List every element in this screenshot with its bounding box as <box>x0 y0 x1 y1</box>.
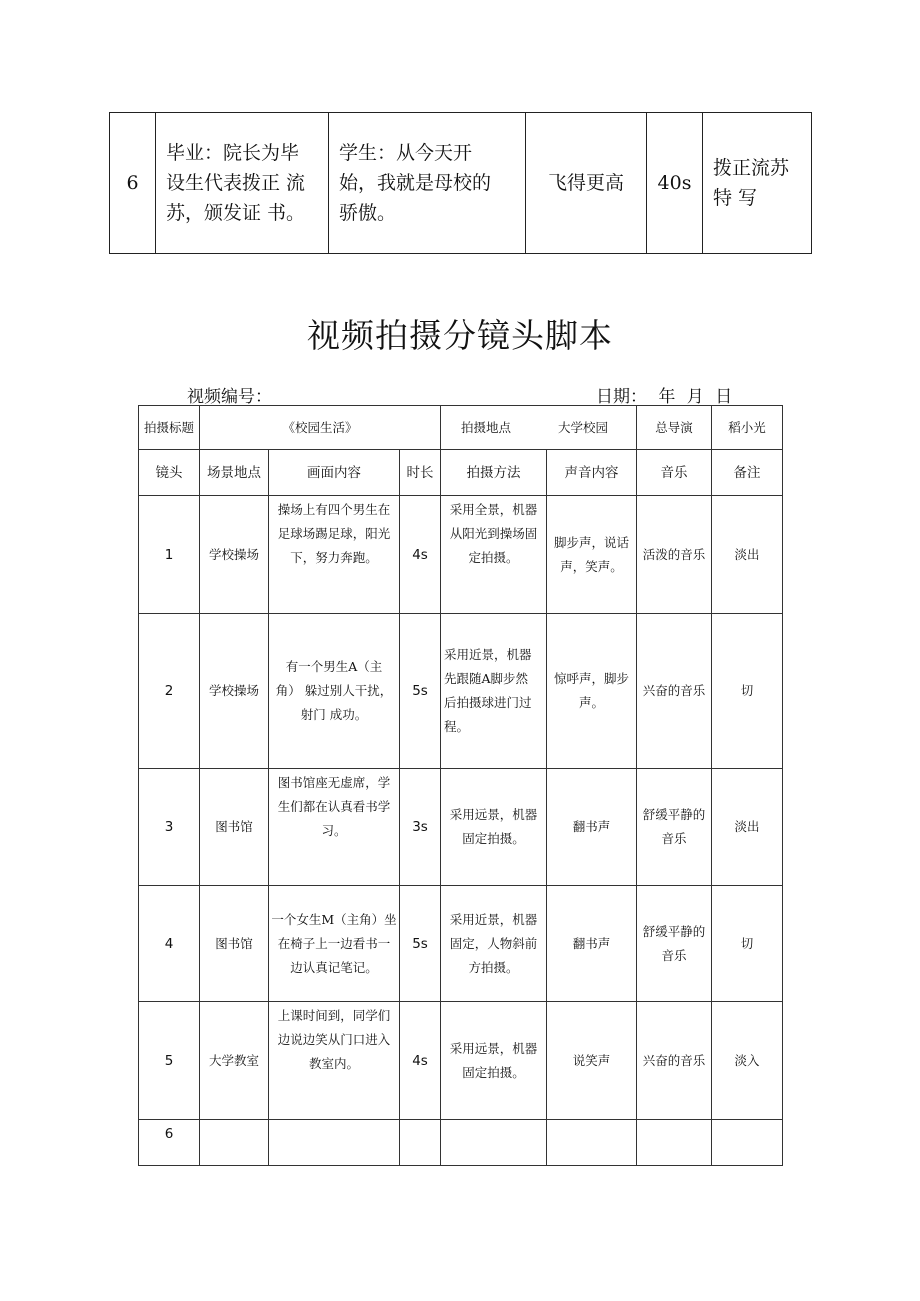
sound-cell <box>547 886 637 1002</box>
music-line: 兴奋的音乐 <box>642 1052 706 1068</box>
place-cell: 学校操场 <box>200 614 269 769</box>
shot-type <box>703 113 812 254</box>
content-line: 射门 成功。 <box>300 707 368 722</box>
content-line: 操场上有四个男生在 <box>277 502 391 517</box>
scene-line: 毕业：院长为毕 <box>166 142 300 164</box>
sound-cell <box>547 1002 637 1120</box>
content-line: 生们都在认真看书学 <box>277 799 391 814</box>
dialogue-line: 学生：从今天开 <box>339 142 473 164</box>
header-music: 音乐 <box>637 450 712 496</box>
content-cell <box>269 1002 400 1120</box>
note-cell: 淡入 <box>712 1002 783 1120</box>
previous-table <box>109 112 812 254</box>
header-shot: 镜头 <box>139 450 200 496</box>
content-line: 一个女生M（主角）坐 <box>271 911 397 927</box>
shot-cell: 6 <box>139 1120 200 1166</box>
date-label: 日期： 年 月 日 <box>596 387 733 407</box>
header-note: 备注 <box>712 450 783 496</box>
header-place: 场景地点 <box>200 450 269 496</box>
music-line: 舒缓平静的 <box>642 923 706 939</box>
shot-number: 6 <box>110 113 156 254</box>
music-line: 舒缓平静的 <box>642 807 706 822</box>
page-title: 视频拍摄分镜头脚本 <box>307 316 613 355</box>
duration-cell: 4s <box>400 1002 441 1120</box>
location-cell <box>441 406 637 450</box>
duration-cell <box>400 1120 441 1166</box>
sound-line: 翻书声 <box>572 819 611 834</box>
content-line: 下，努力奔跑。 <box>290 550 378 565</box>
table-row <box>110 113 812 254</box>
place-cell: 大学教室 <box>200 1002 269 1120</box>
duration-cell: 5s <box>400 614 441 769</box>
duration-cell: 5s <box>400 886 441 1002</box>
music: 飞得更高 <box>526 113 647 254</box>
sound-cell <box>547 769 637 886</box>
shot-cell: 1 <box>139 496 200 614</box>
sound-cell <box>547 1120 637 1166</box>
shot-cell: 5 <box>139 1002 200 1120</box>
music-line: 音乐 <box>661 947 687 963</box>
shot-cell: 4 <box>139 886 200 1002</box>
method-cell <box>441 1002 547 1120</box>
director-value: 稻小光 <box>712 406 783 450</box>
header-row <box>139 450 783 496</box>
method-line: 定拍摄。 <box>468 550 519 565</box>
duration: 40s <box>647 113 703 254</box>
method-line: 固定拍摄。 <box>462 831 525 846</box>
music-cell <box>637 614 712 769</box>
music-cell <box>637 496 712 614</box>
shoot-title-value: 《校园生活》 <box>200 406 441 450</box>
music-line: 活泼的音乐 <box>642 546 706 562</box>
scene-line: 苏，颁发证 书。 <box>166 202 306 224</box>
table-row <box>139 1002 783 1120</box>
table-row <box>139 886 783 1002</box>
sound-cell <box>547 614 637 769</box>
storyboard-table <box>138 405 783 1166</box>
dialogue-line: 始，我就是母校的 <box>339 172 492 194</box>
scene-line: 设生代表拨正 流 <box>166 172 306 194</box>
music-line: 兴奋的音乐 <box>642 683 706 698</box>
sound-line: 脚步声，说话 <box>554 534 630 550</box>
content-line: 图书馆座无虚席，学 <box>277 775 391 790</box>
method-cell <box>441 769 547 886</box>
method-line: 采用近景，机器 <box>444 647 532 662</box>
header-content: 画面内容 <box>269 450 400 496</box>
content-cell <box>269 614 400 769</box>
scene-description <box>156 113 329 254</box>
video-number-label: 视频编号： <box>187 387 272 407</box>
method-cell <box>441 496 547 614</box>
content-line: 足球场踢足球，阳光 <box>277 526 391 541</box>
method-line: 采用近景，机器 <box>449 911 538 927</box>
sound-line: 声。 <box>579 695 605 710</box>
director-label: 总导演 <box>637 406 712 450</box>
method-cell <box>441 886 547 1002</box>
content-cell <box>269 496 400 614</box>
content-line: 边说边笑从门口进入 <box>277 1032 391 1047</box>
info-row <box>139 406 783 450</box>
method-cell <box>441 1120 547 1166</box>
method-line: 固定拍摄。 <box>462 1064 525 1080</box>
shot-type-line: 特 写 <box>713 187 758 209</box>
music-cell <box>637 769 712 886</box>
header-method: 拍摄方法 <box>441 450 547 496</box>
place-cell: 图书馆 <box>200 769 269 886</box>
header-sound: 声音内容 <box>547 450 637 496</box>
method-line: 先跟随A脚步然 <box>444 671 529 686</box>
location-label: 拍摄地点 <box>460 419 511 435</box>
place-cell <box>200 1120 269 1166</box>
method-line: 固定，人物斜前 <box>449 935 538 951</box>
content-cell <box>269 769 400 886</box>
method-line: 采用全景，机器 <box>449 502 538 517</box>
dialogue-line: 骄傲。 <box>339 202 397 224</box>
table-row <box>139 769 783 886</box>
duration-cell: 3s <box>400 769 441 886</box>
content-line: 角） 躲过别人干扰， <box>275 683 393 698</box>
shot-cell: 3 <box>139 769 200 886</box>
duration-cell: 4s <box>400 496 441 614</box>
shot-type-line: 拨正流苏 <box>713 157 790 179</box>
sound-line: 翻书声 <box>572 935 611 951</box>
table-row <box>139 1120 783 1166</box>
note-cell: 淡出 <box>712 496 783 614</box>
sound-cell <box>547 496 637 614</box>
music-cell <box>637 1120 712 1166</box>
method-line: 采用远景，机器 <box>449 807 538 822</box>
sound-line: 声，笑声。 <box>560 558 623 574</box>
header-duration: 时长 <box>400 450 441 496</box>
content-cell <box>269 1120 400 1166</box>
method-line: 采用远景，机器 <box>449 1040 538 1056</box>
content-line: 有一个男生A（主 <box>285 659 383 674</box>
content-line: 习。 <box>321 823 347 838</box>
sound-line: 惊呼声，脚步 <box>554 671 630 686</box>
dialogue <box>329 113 526 254</box>
content-line: 上课时间到，同学们 <box>277 1008 391 1023</box>
shoot-title-label: 拍摄标题 <box>139 406 200 450</box>
place-cell: 学校操场 <box>200 496 269 614</box>
sound-line: 说笑声 <box>572 1052 611 1068</box>
note-cell: 切 <box>712 614 783 769</box>
music-cell <box>637 1002 712 1120</box>
place-cell: 图书馆 <box>200 886 269 1002</box>
content-line: 在椅子上一边看书一 <box>277 935 391 951</box>
method-line: 程。 <box>444 719 470 734</box>
music-line: 音乐 <box>661 831 687 846</box>
note-cell <box>712 1120 783 1166</box>
music-cell <box>637 886 712 1002</box>
method-cell <box>441 614 547 769</box>
table-row <box>139 614 783 769</box>
content-cell <box>269 886 400 1002</box>
location-value: 大学校园 <box>557 419 608 435</box>
shot-cell: 2 <box>139 614 200 769</box>
method-line: 从阳光到操场固 <box>449 526 538 541</box>
note-cell: 切 <box>712 886 783 1002</box>
method-line: 方拍摄。 <box>468 959 519 975</box>
note-cell: 淡出 <box>712 769 783 886</box>
content-line: 教室内。 <box>308 1056 359 1071</box>
method-line: 后拍摄球进门过 <box>444 695 532 710</box>
table-row <box>139 496 783 614</box>
content-line: 边认真记笔记。 <box>290 959 378 975</box>
